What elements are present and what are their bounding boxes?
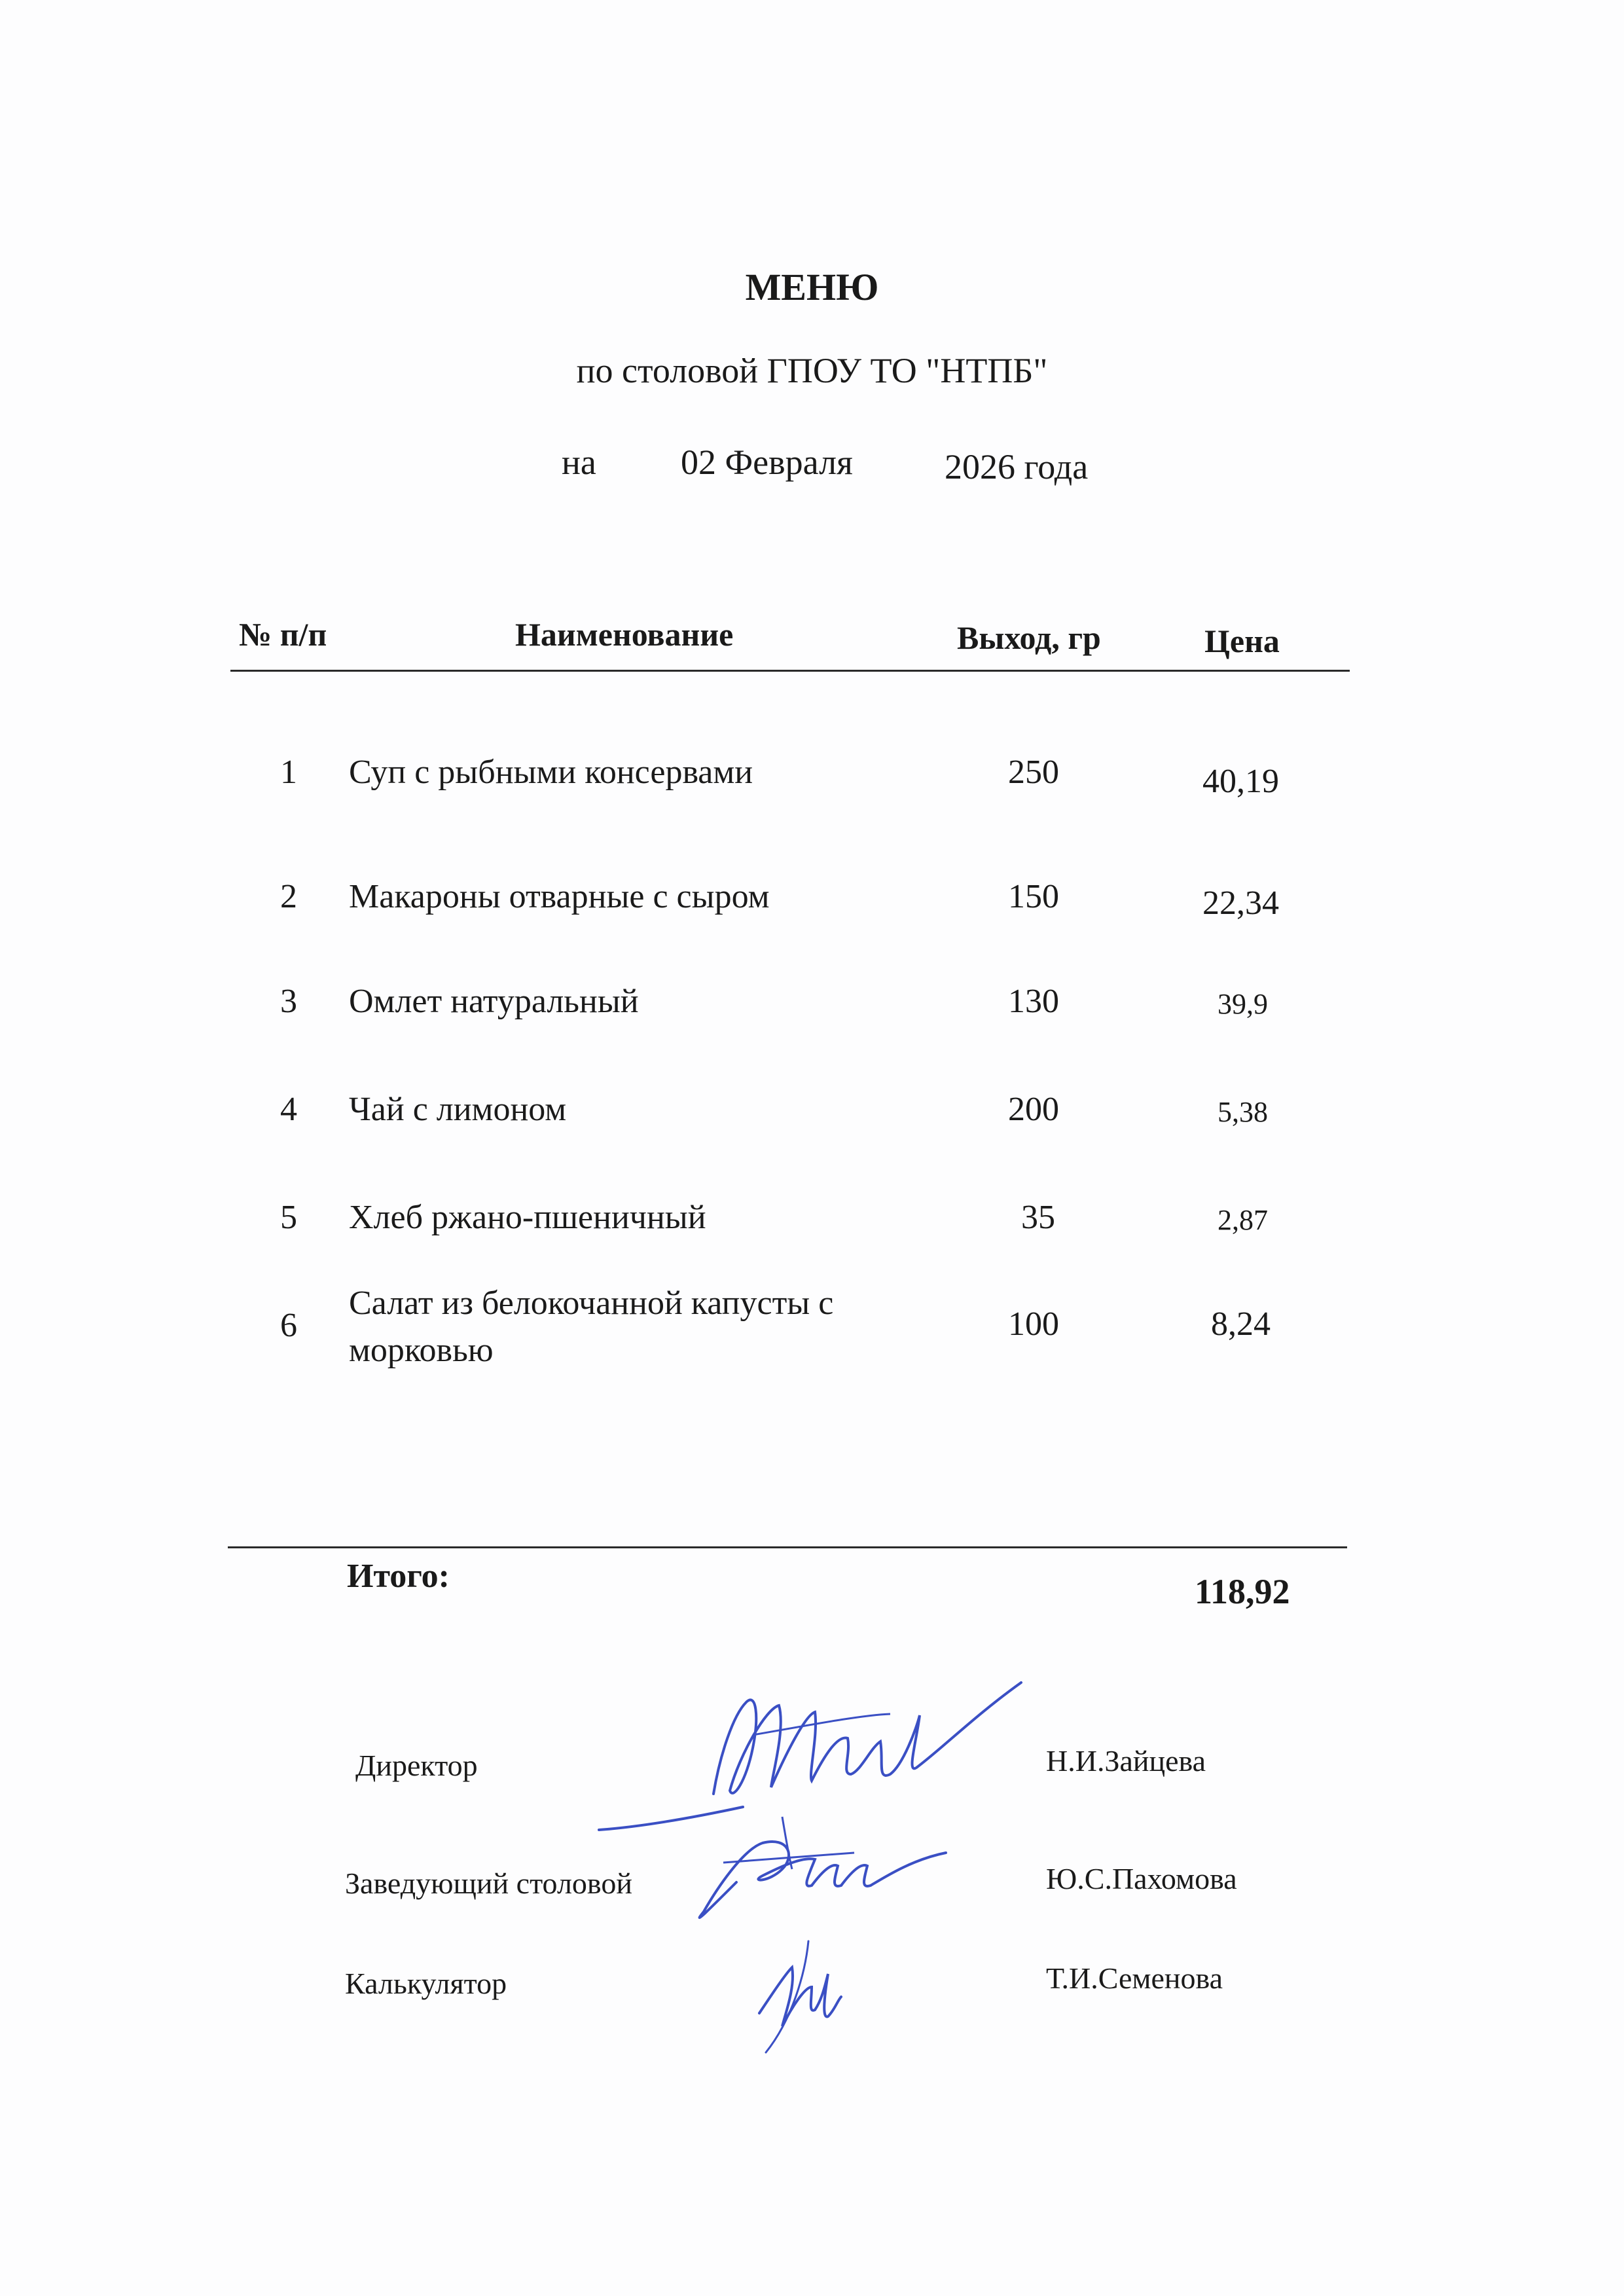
column-header-output: Выход, гр [957,619,1101,656]
row-name: Омлет натуральный [349,983,639,1020]
column-header-price: Цена [1204,623,1280,659]
row-number: 3 [280,983,297,1020]
row-number: 4 [280,1091,297,1128]
row-name: Суп с рыбными консервами [349,754,753,791]
row-number: 5 [280,1199,297,1236]
header-rule [230,670,1350,672]
table-row [0,1280,1624,1378]
table-row [0,753,1624,831]
date-prefix: на [562,443,596,482]
row-output: 200 [1008,1091,1059,1128]
row-number: 6 [280,1307,297,1344]
calculator-signature [746,1935,864,2059]
row-price: 40,19 [1202,763,1279,800]
document-title: МЕНЮ [745,266,879,308]
table-row [0,982,1624,1061]
date-year: 2026 года [945,447,1089,486]
row-output: 35 [1021,1199,1055,1236]
row-price: 5,38 [1218,1096,1268,1128]
signature-name-calculator: Т.И.Семенова [1046,1961,1223,1995]
row-number: 1 [280,754,297,791]
table-row [0,1090,1624,1169]
column-header-number: № п/п [239,616,327,653]
table-row [0,877,1624,956]
row-output: 130 [1008,983,1059,1020]
row-output: 150 [1008,878,1059,915]
row-price: 2,87 [1218,1204,1268,1236]
total-value: 118,92 [1195,1572,1290,1611]
row-number: 2 [280,878,297,915]
row-name: Хлеб ржано-пшеничный [349,1199,706,1236]
signature-role-canteen-head: Заведующий столовой [345,1867,632,1900]
document-subtitle: по столовой ГПОУ ТО "НТПБ" [576,351,1048,390]
canteen-head-signature [592,1797,959,1941]
row-price: 39,9 [1218,988,1268,1020]
row-price: 8,24 [1211,1305,1271,1343]
row-price: 22,34 [1202,884,1279,922]
row-name: Макароны отварные с сыром [349,878,770,915]
signature-name-canteen-head: Ю.С.Пахомова [1046,1862,1237,1895]
signature-name-director: Н.И.Зайцева [1046,1744,1206,1777]
signature-role-director: Директор [355,1749,478,1782]
signature-role-calculator: Калькулятор [345,1967,507,2000]
column-header-name: Наименование [515,616,734,653]
row-output: 100 [1008,1305,1059,1343]
total-rule [228,1546,1347,1548]
row-name: Салат из белокочанной капусты с морковью [349,1285,834,1369]
row-name: Чай с лимоном [349,1091,567,1128]
date-day: 02 Февраля [681,443,853,482]
total-label: Итого: [347,1558,450,1595]
row-output: 250 [1008,754,1059,791]
table-row [0,1198,1624,1277]
